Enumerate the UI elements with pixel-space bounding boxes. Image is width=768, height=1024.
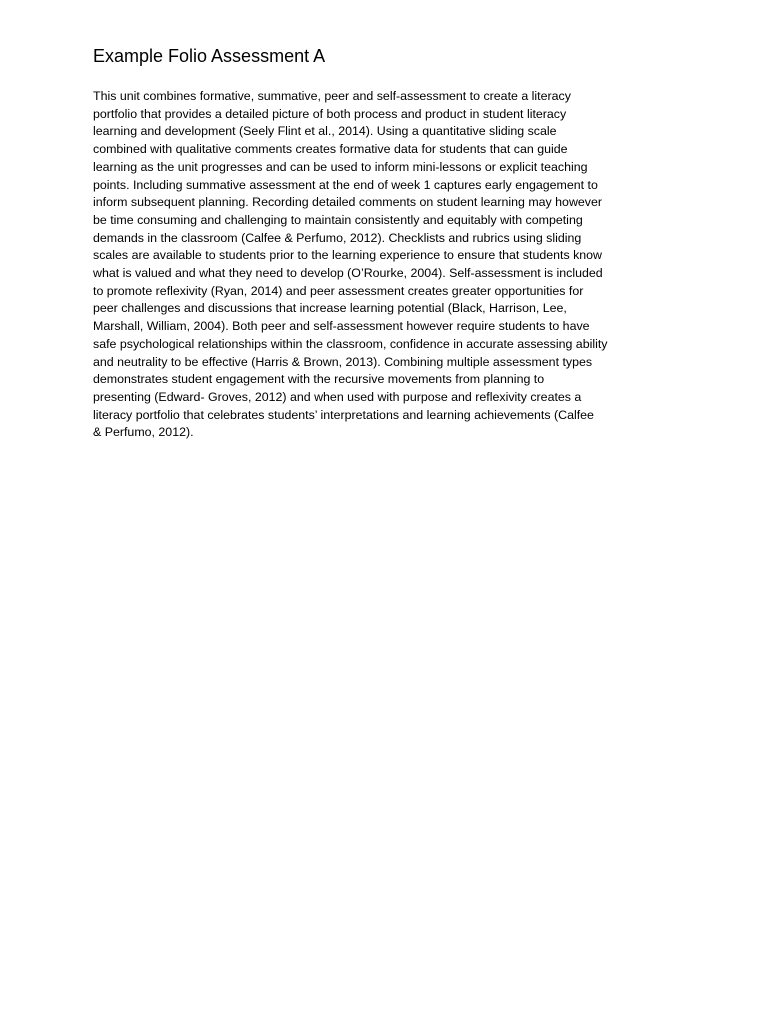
document-body <box>93 88 693 442</box>
body-line: demonstrates student engagement with the recursive movements from planning to <box>93 372 545 387</box>
body-line: presenting (Edward- Groves, 2012) and when used with purpose and reflexivity creates a <box>93 389 582 404</box>
body-line: what is valued and what they need to develop (O’Rourke, 2004). Self-assessment is included <box>93 266 603 281</box>
body-line: & Perfumo, 2012). <box>93 425 194 440</box>
body-line: literacy portfolio that celebrates students’ interpretations and learning achievements (Calfee <box>93 407 594 422</box>
body-line: safe psychological relationships within the classroom, confidence in accurate assessing ability <box>93 336 608 351</box>
body-line: peer challenges and discussions that increase learning potential (Black, Harrison, Lee, <box>93 301 567 316</box>
document-title: Example Folio Assessment A <box>93 46 326 66</box>
body-line: Marshall, William, 2004). Both peer and self-assessment however require students to have <box>93 319 590 334</box>
body-line: learning and development (Seely Flint et al., 2014). Using a quantitative sliding scale <box>93 124 557 139</box>
body-line: inform subsequent planning. Recording detailed comments on student learning may however <box>93 195 603 210</box>
body-line: and neutrality to be effective (Harris & Brown, 2013). Combining multiple assessment types <box>93 354 593 369</box>
body-line: points. Including summative assessment at the end of week 1 captures early engagement to <box>93 177 598 192</box>
body-line: be time consuming and challenging to maintain consistently and equitably with competing <box>93 212 583 227</box>
body-line: combined with qualitative comments creates formative data for students that can guide <box>93 142 568 157</box>
body-line: learning as the unit progresses and can be used to inform mini-lessons or explicit teaching <box>93 159 588 174</box>
body-line: This unit combines formative, summative, peer and self-assessment to create a literacy <box>93 89 571 103</box>
body-line: scales are available to students prior to the learning experience to ensure that students know <box>93 248 603 263</box>
body-line: portfolio that provides a detailed picture of both process and product in student literacy <box>93 106 567 121</box>
body-line: to promote reflexivity (Ryan, 2014) and peer assessment creates greater opportunities for <box>93 283 584 298</box>
body-line: demands in the classroom (Calfee & Perfumo, 2012). Checklists and rubrics using sliding <box>93 230 582 245</box>
